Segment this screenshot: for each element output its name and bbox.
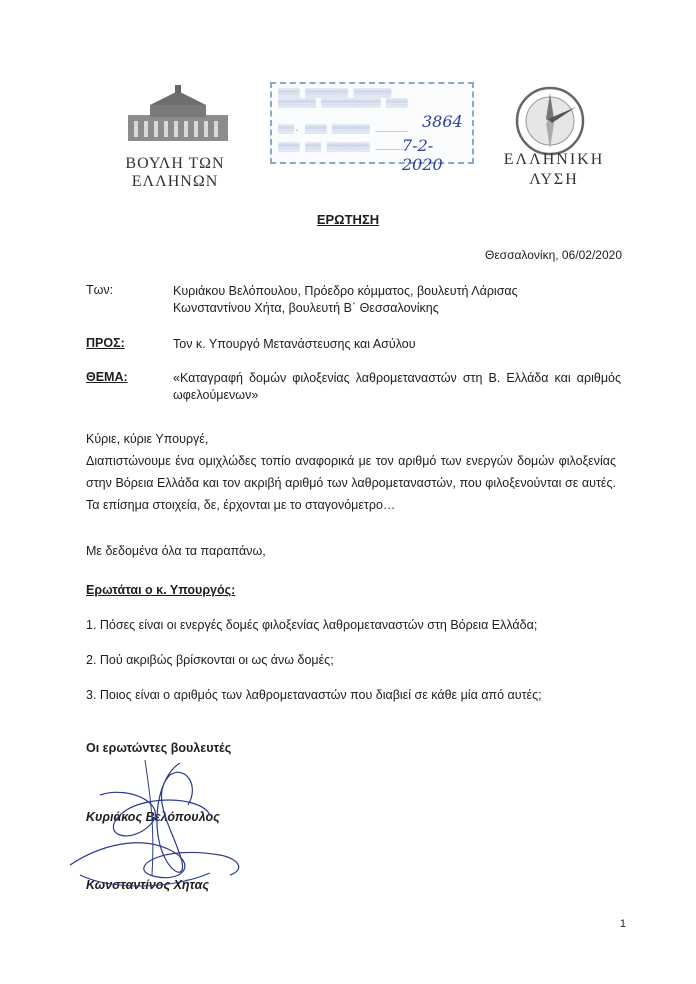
subject-text: «Καταγραφή δομών φιλοξενίας λαθρομεταναστών στη Β. Ελλάδα και αριθμός ωφελούμενων»: [173, 371, 621, 402]
subject-label: ΘΕΜΑ:: [86, 370, 128, 384]
handwritten-signature: [60, 755, 260, 895]
from-line: Κωνσταντίνου Χήτα, βουλευτή Β΄ Θεσσαλονίκης: [173, 301, 439, 315]
to-text: Τον κ. Υπουργό Μετανάστευσης και Ασύλου: [173, 337, 416, 351]
from-label: Των:: [86, 283, 114, 297]
party-name-line2: ΛΥΣΗ: [529, 171, 579, 188]
party-compass-logo: [514, 85, 586, 157]
signatory-name: Κωνσταντίνος Χήτας: [86, 878, 210, 892]
signatory-name: Κυριάκος Βελόπουλος: [86, 810, 220, 824]
body-paragraph: Διαπιστώνουμε ένα ομιχλώδες τοπίο αναφορικά με τον αριθμό των ενεργών δομών φιλοξενίας στην Βόρεια Ελλάδα και τον ακριβή αριθμό των λαθρομεταναστών, που φιλοξενούνται σε αυτές. Τα επίσημα στοιχεία, δε, έρχονται με το σταγονόμετρο…: [86, 454, 616, 512]
place-date: Θεσσαλονίκη, 06/02/2020: [485, 248, 622, 262]
stamp-number: 3864: [422, 112, 463, 131]
given-paragraph: Με δεδομένα όλα τα παραπάνω,: [86, 544, 266, 558]
document-title: ΕΡΩΤΗΣΗ: [316, 212, 380, 227]
salutation: Κύριε, κύριε Υπουργέ,: [86, 432, 209, 446]
from-line: Κυριάκου Βελόπουλου, Πρόεδρο κόμματος, βουλευτή Λάρισας: [173, 284, 518, 298]
parliament-name: ΒΟΥΛΗ ΤΩΝ ΕΛΛΗΝΩΝ: [125, 155, 225, 190]
to-label: ΠΡΟΣ:: [86, 336, 125, 350]
signatories-heading: Οι ερωτώντες βουλευτές: [86, 741, 232, 755]
question-item: 1. Πόσες είναι οι ενεργές δομές φιλοξενίας λαθρομεταναστών στη Βόρεια Ελλάδα;: [86, 618, 538, 632]
question-item: 2. Πού ακριβώς βρίσκονται οι ως άνω δομές;: [86, 653, 334, 667]
party-name-line1: ΕΛΛΗΝΙΚΗ: [503, 151, 605, 168]
parliament-building-logo: [100, 85, 250, 145]
registration-stamp: ▒▒▒▒ ▒▒▒▒▒▒▒▒ ▒▒▒▒▒▒▒ ▒▒▒▒▒▒▒ ▒▒▒▒▒▒▒▒▒▒▒ ▒▒▒▒ ▒▒▒. ▒▒▒▒ ▒▒▒▒▒▒▒ ______ ▒▒▒▒ ▒▒▒ ▒▒▒▒▒▒▒▒ ______ 3864 7-2-2020: [270, 82, 474, 164]
page-number: 1: [619, 918, 626, 930]
from-block: [173, 283, 621, 317]
party-name: [494, 150, 614, 190]
stamp-date: 7-2-2020: [402, 136, 443, 174]
question-item: 3. Ποιος είναι ο αριθμός των λαθρομεταναστών που διαβιεί σε κάθε μία από αυτές;: [86, 688, 542, 702]
questions-heading: Ερωτάται ο κ. Υπουργός:: [86, 583, 236, 597]
